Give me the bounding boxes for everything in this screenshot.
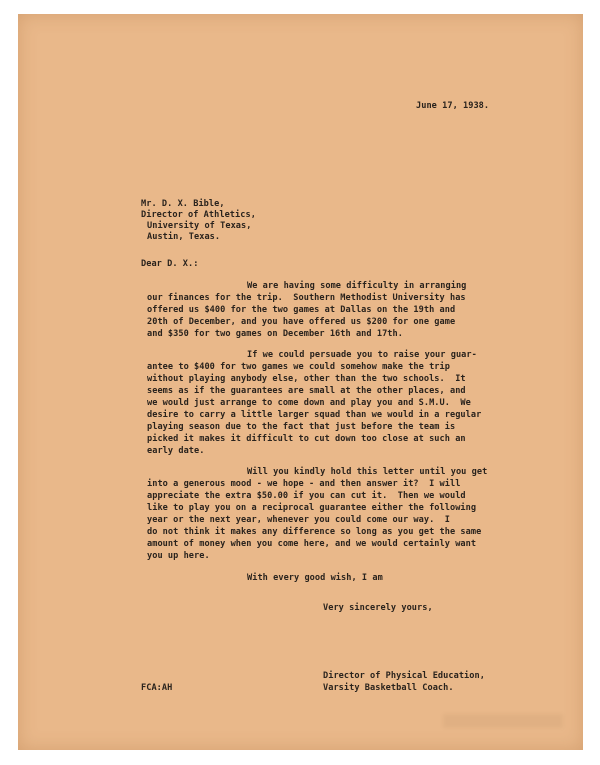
paragraph-line: we would just arrange to come down and play you and S.M.U. We xyxy=(147,398,471,408)
paragraph-line: appreciate the extra $50.00 if you can cut it. Then we would xyxy=(147,491,466,501)
paragraph-line: our finances for the trip. Southern Methodist University has xyxy=(147,293,466,303)
recipient-name: Mr. D. X. Bible, xyxy=(141,199,225,209)
paragraph-line: offered us $400 for the two games at Dallas on the 19th and xyxy=(147,305,456,315)
signature-title-line: Varsity Basketball Coach. xyxy=(323,683,454,693)
paragraph-line: antee to $400 for two games we could somehow make the trip xyxy=(147,362,450,372)
paragraph-line: amount of money when you come here, and we would certainly want xyxy=(147,539,477,549)
salutation: Dear D. X.: xyxy=(141,259,199,269)
paragraph-line: you up here. xyxy=(147,551,210,561)
paragraph-line: and $350 for two games on December 16th and 17th. xyxy=(147,329,403,339)
letter-date: June 17, 1938. xyxy=(416,101,490,111)
recipient-city: Austin, Texas. xyxy=(147,232,221,242)
paragraph-line: like to play you on a reciprocal guarantee either the following xyxy=(147,503,477,513)
paragraph-line: Will you kindly hold this letter until you get xyxy=(247,467,488,477)
signature-title-line: Director of Physical Education, xyxy=(323,671,485,681)
paragraph-line: do not think it makes any difference so long as you get the same xyxy=(147,527,482,537)
faint-bleed-through xyxy=(443,714,563,728)
recipient-institution: University of Texas, xyxy=(147,221,252,231)
paragraph-line: We are having some difficulty in arranging xyxy=(247,281,467,291)
letter-page xyxy=(18,14,583,750)
paragraph-line: With every good wish, I am xyxy=(247,573,383,583)
typist-initials: FCA:AH xyxy=(141,683,173,693)
paragraph-line: picked it makes it difficult to cut down too close at such an xyxy=(147,434,466,444)
paragraph-line: into a generous mood - we hope - and then answer it? I will xyxy=(147,479,461,489)
paragraph-line: 20th of December, and you have offered us $200 for one game xyxy=(147,317,456,327)
closing: Very sincerely yours, xyxy=(323,603,433,613)
paragraph-line: If we could persuade you to raise your guar- xyxy=(247,350,477,360)
recipient-title: Director of Athletics, xyxy=(141,210,256,220)
paragraph-line: early date. xyxy=(147,446,205,456)
paragraph-line: without playing anybody else, other than the two schools. It xyxy=(147,374,466,384)
paragraph-line: playing season due to the fact that just before the team is xyxy=(147,422,456,432)
paragraph-line: seems as if the guarantees are small at the other places, and xyxy=(147,386,466,396)
paragraph-line: desire to carry a little larger squad than we would in a regular xyxy=(147,410,482,420)
paragraph-line: year or the next year, whenever you could come our way. I xyxy=(147,515,450,525)
